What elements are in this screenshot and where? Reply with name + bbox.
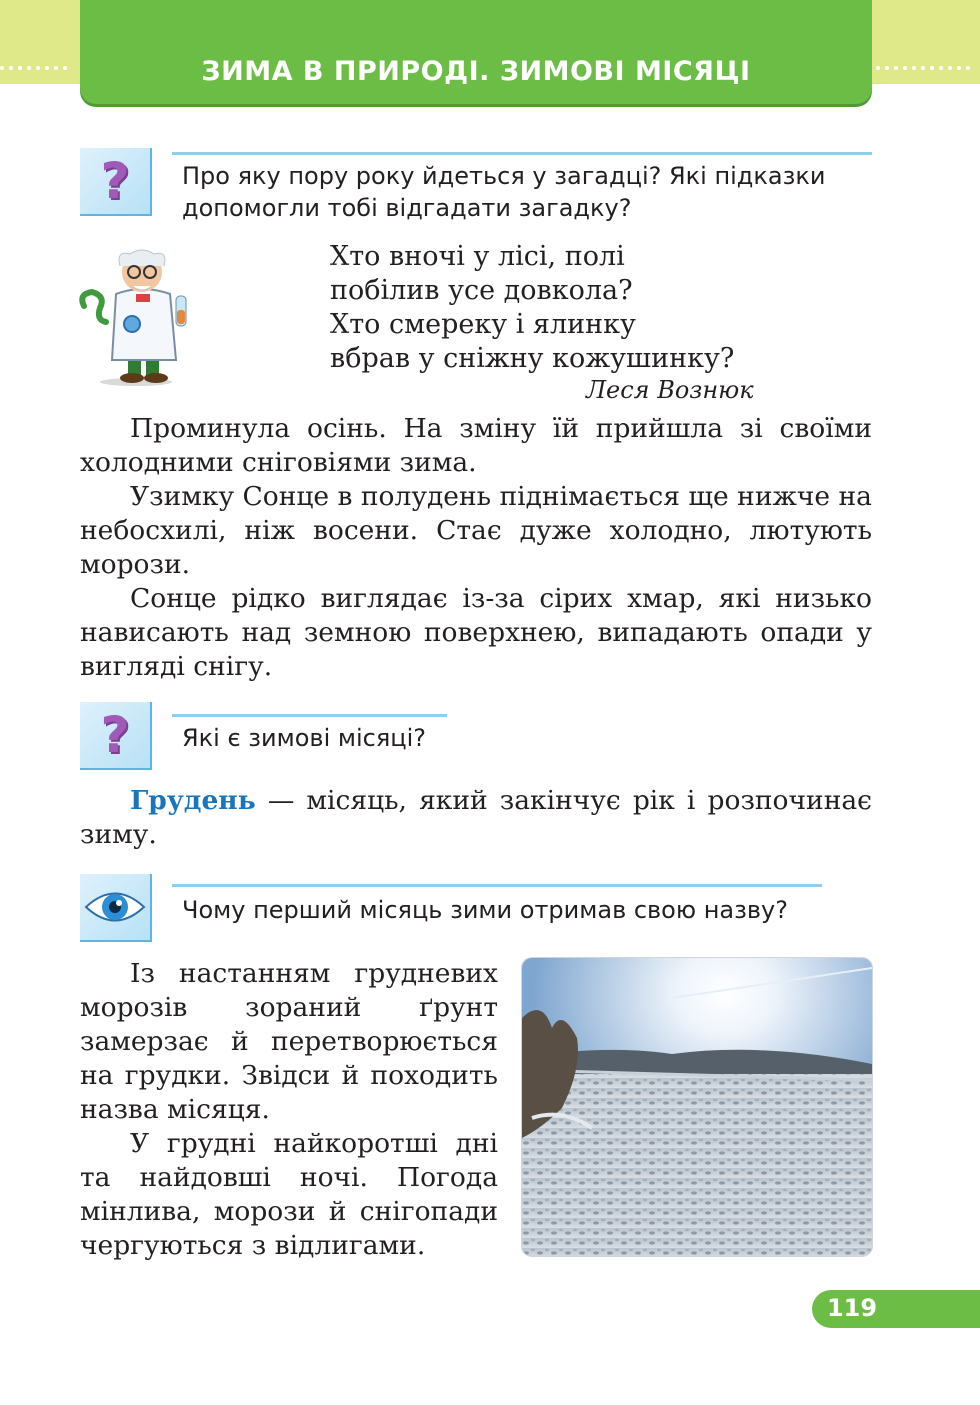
page-title: ЗИМА В ПРИРОДІ. ЗИМОВІ МІСЯЦІ [201,56,751,87]
paragraph: Із настанням грудневих морозів зораний ґрунт замерзає й перетворюється на грудки. Звідси й походить назва місяця. [80,958,498,1125]
poem-line: вбрав у сніжну кожушинку? [330,343,735,374]
title-tab [80,0,872,104]
question-rule [172,714,447,717]
page-number-tab [812,1290,980,1328]
poem-author: Леся Вознюк [586,376,754,404]
term-december: Грудень [130,785,256,816]
poem-line: Хто смереку і ялинку [330,309,636,340]
question-icon: ? [80,702,152,770]
poem-line: побілив усе довкола? [330,275,633,306]
question-2-text: Які є зимові місяці? [182,724,427,752]
right-dots-decoration [876,66,980,74]
scientist-illustration [76,244,196,386]
paragraph: Узимку Сонце в полудень піднімається ще нижче на небосхилі, ніж восени. Стає дуже холодно, лютують морози. [80,481,872,580]
page-number: 119 [826,1294,878,1322]
question-1-text: Про яку пору року йдеться у загадці? Які підказки допомогли тобі відгадати загадку? [182,162,826,222]
observe-text: Чому перший місяць зими отримав свою назву? [182,896,788,924]
definition-body: — місяць, який закінчує рік і розпочинає зиму. [80,785,872,850]
riddle-poem [330,240,734,376]
paragraph: Проминула осінь. На зміну їй прийшла зі своїми холодними сніговіями зима. [80,413,872,478]
paragraph: Сонце рідко виглядає із-за сірих хмар, які низько нависають над земною поверхнею, випадають опади у вигляді снігу. [80,583,872,682]
left-dots-decoration [0,66,78,74]
december-text [80,957,498,1263]
winter-field-photo [522,958,872,1256]
paragraph: У грудні найкоротші дні та найдовші ночі. Погода мінлива, морози й снігопади чергуються з відлигами. [80,1128,498,1261]
eye-icon [80,874,152,942]
question-rule [172,152,872,155]
main-text [80,412,872,684]
definition-text [80,784,872,852]
observe-rule [172,884,822,887]
poem-line: Хто вночі у лісі, полі [330,241,625,272]
question-icon: ? [80,148,152,216]
